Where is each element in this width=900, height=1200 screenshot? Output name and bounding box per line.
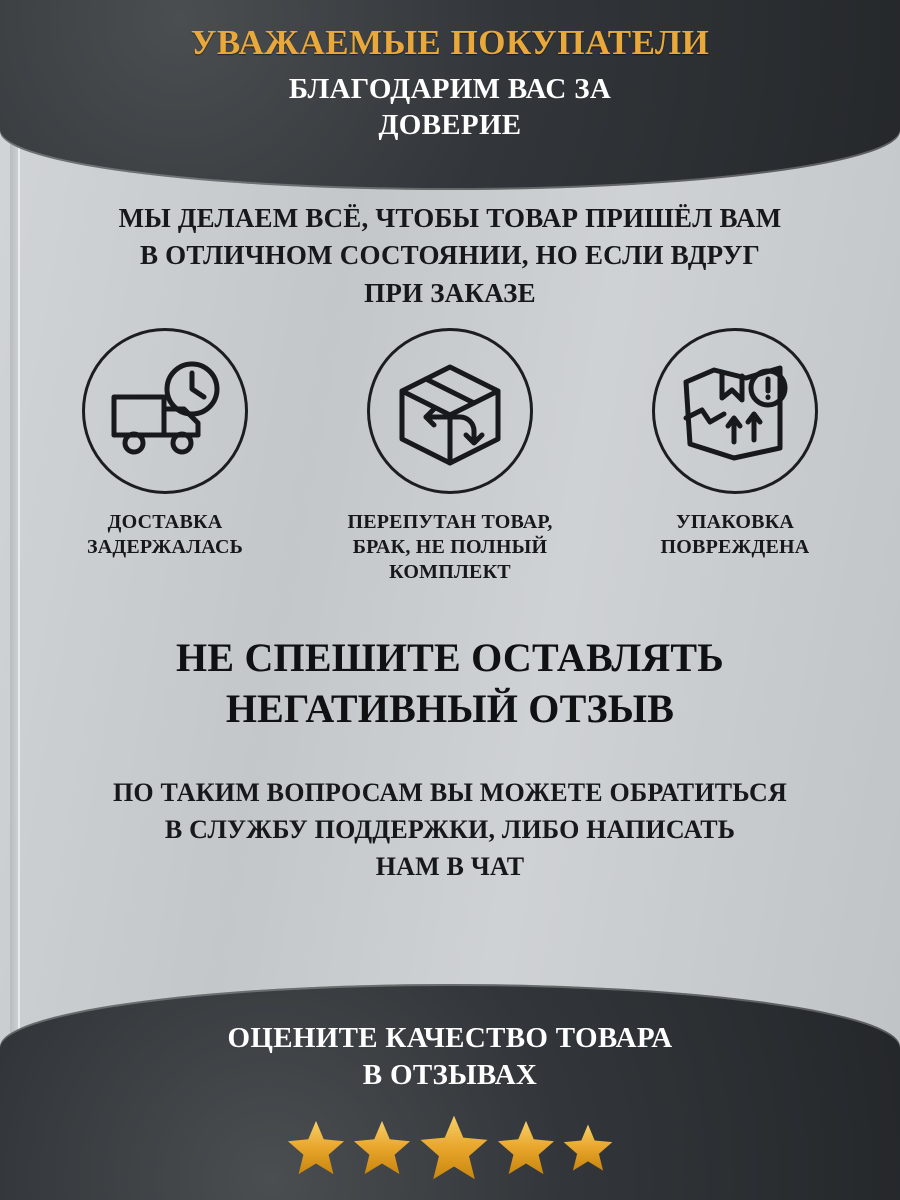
bottom-banner-content <box>0 1020 900 1184</box>
headline-text <box>60 632 840 734</box>
star-icon[interactable] <box>285 1118 347 1178</box>
intro-line-1: МЫ ДЕЛАЕМ ВСЁ, ЧТОБЫ ТОВАР ПРИШЁЛ ВАМ <box>118 203 782 233</box>
intro-line-2: В ОТЛИЧНОМ СОСТОЯНИИ, НО ЕСЛИ ВДРУГ <box>139 240 761 271</box>
banner-title-gold: УВАЖАЕМЫЕ ПОКУПАТЕЛИ <box>190 23 710 62</box>
caption-line-2: БРАК, НЕ ПОЛНЫЙ <box>352 536 548 558</box>
rate-line-1: ОЦЕНИТЕ КАЧЕСТВО ТОВАРА <box>227 1022 673 1054</box>
issue-icons-row <box>40 328 860 585</box>
support-line-3: НАМ В ЧАТ <box>375 851 525 881</box>
rate-call-to-action <box>0 1020 900 1094</box>
star-icon[interactable] <box>351 1118 413 1178</box>
banner-subtitle-line1: БЛАГОДАРИМ ВАС ЗА <box>288 72 612 105</box>
issue-caption-damaged-package <box>610 510 860 560</box>
issue-item-damaged-package <box>610 328 860 560</box>
caption-line-1: ДОСТАВКА <box>107 511 223 533</box>
star-rating[interactable] <box>0 1112 900 1184</box>
intro-line-3: ПРИ ЗАКАЗЕ <box>364 277 536 308</box>
headline-line-1: НЕ СПЕШИТЕ ОСТАВЛЯТЬ <box>176 635 724 680</box>
caption-line-2: ПОВРЕЖДЕНА <box>660 536 810 558</box>
rate-line-2: В ОТЗЫВАХ <box>362 1059 538 1092</box>
intro-text <box>50 200 850 312</box>
delivery-truck-clock-icon <box>82 328 248 494</box>
box-return-arrow-icon <box>367 328 533 494</box>
bottom-banner <box>0 984 900 1200</box>
issue-caption-delivery-delay <box>40 510 290 560</box>
damaged-package-icon <box>652 328 818 494</box>
caption-line-1: УПАКОВКА <box>675 511 795 533</box>
issue-item-delivery-delay <box>40 328 290 560</box>
banner-subtitle <box>0 71 900 144</box>
top-banner-content <box>0 24 900 143</box>
star-icon[interactable] <box>417 1112 491 1184</box>
caption-line-3: КОМПЛЕКТ <box>389 561 511 583</box>
issue-caption-wrong-goods <box>325 510 575 585</box>
caption-line-2: ЗАДЕРЖАЛАСЬ <box>86 536 244 558</box>
support-instructions <box>50 775 850 886</box>
support-line-1: ПО ТАКИМ ВОПРОСАМ ВЫ МОЖЕТЕ ОБРАТИТЬСЯ <box>112 778 788 807</box>
headline-line-2: НЕГАТИВНЫЙ ОТЗЫВ <box>225 686 675 732</box>
issue-item-wrong-goods <box>325 328 575 585</box>
star-icon[interactable] <box>495 1118 557 1178</box>
top-banner <box>0 0 900 190</box>
caption-line-1: ПЕРЕПУТАН ТОВАР, <box>347 511 553 533</box>
banner-subtitle-line2: ДОВЕРИЕ <box>378 108 522 141</box>
support-line-2: В СЛУЖБУ ПОДДЕРЖКИ, ЛИБО НАПИСАТЬ <box>164 814 736 844</box>
star-icon[interactable] <box>561 1122 615 1174</box>
